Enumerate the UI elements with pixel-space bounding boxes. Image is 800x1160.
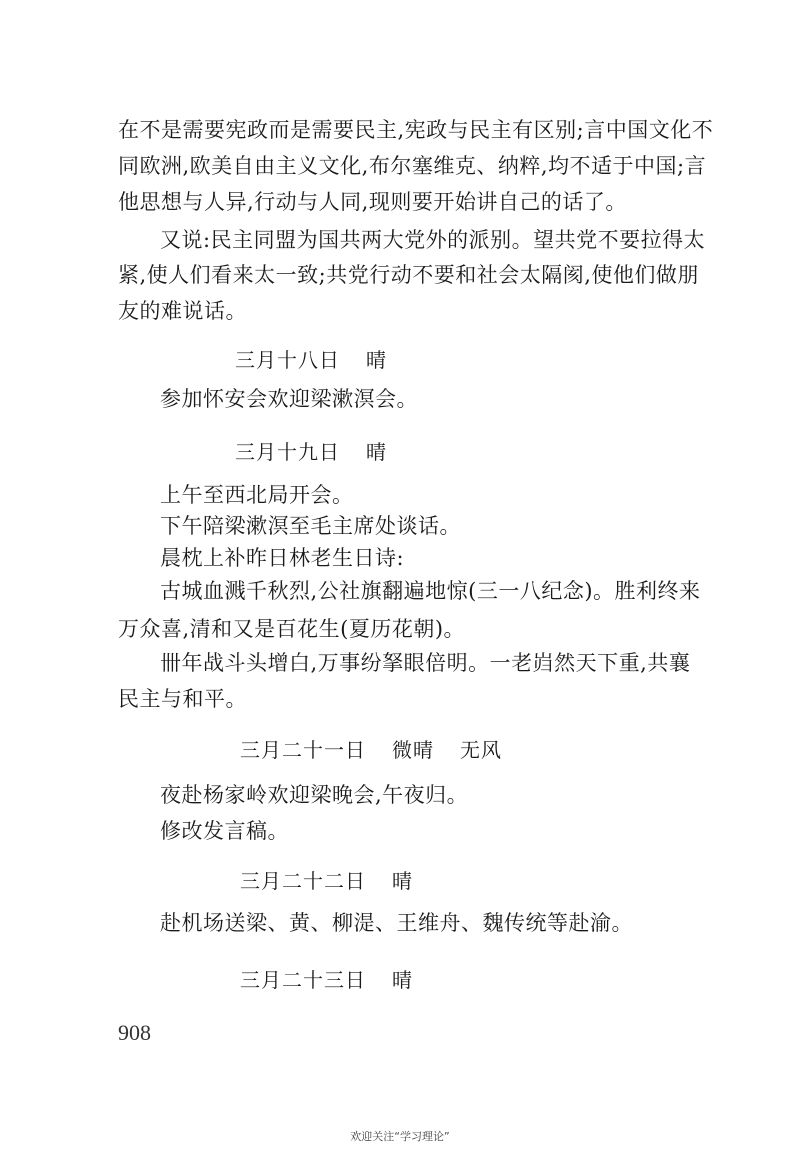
- entry-weather: 晴: [392, 968, 413, 992]
- entry-date: 三月二十一日: [240, 738, 366, 762]
- text-line: 在不是需要宪政而是需要民主,宪政与民主有区别;言中国文化不: [118, 118, 714, 142]
- text-line: 修改发言稿。: [160, 819, 289, 843]
- text-line: 夜赴杨家岭欢迎梁晚会,午夜归。: [160, 783, 469, 807]
- entry-weather-extra: 无风: [460, 738, 502, 762]
- entry-weather: 晴: [366, 440, 387, 464]
- text-line: 民主与和平。: [118, 687, 247, 711]
- footer-note: 欢迎关注“学习理论”: [350, 1130, 450, 1143]
- entry-heading: [240, 965, 413, 995]
- text-line: 友的难说话。: [118, 299, 247, 323]
- text-line: 同欧洲,欧美自由主义文化,布尔塞维克、纳粹,均不适于中国;言: [118, 154, 707, 178]
- text-line: 上午至西北局开会。: [160, 483, 354, 507]
- page-number: 908: [118, 1020, 151, 1045]
- text-line: 卌年战斗头增白,万事纷拏眼倍明。一老岿然天下重,共襄: [160, 651, 691, 675]
- entry-weather: 晴: [366, 348, 387, 372]
- text-line: 万众喜,清和又是百花生(夏历花朝)。: [118, 617, 466, 641]
- entry-heading: [240, 866, 413, 896]
- text-line: 晨枕上补昨日林老生日诗:: [160, 546, 405, 570]
- entry-heading: [235, 437, 387, 467]
- text-line: 紧,使人们看来太一致;共党行动不要和社会太隔阂,使他们做朋: [118, 263, 699, 287]
- entry-date: 三月二十二日: [240, 869, 366, 893]
- entry-heading: [240, 735, 502, 765]
- entry-date: 三月十九日: [235, 440, 340, 464]
- text-line: 赴机场送梁、黄、柳湜、王维舟、魏传统等赴渝。: [160, 911, 633, 935]
- entry-heading: [235, 345, 387, 375]
- text-line: 下午陪梁漱溟至毛主席处谈话。: [160, 514, 461, 538]
- entry-weather: 晴: [392, 869, 413, 893]
- text-line: 参加怀安会欢迎梁漱溟会。: [160, 387, 418, 411]
- entry-date: 三月十八日: [235, 348, 340, 372]
- text-line: 又说:民主同盟为国共两大党外的派别。望共党不要拉得太: [160, 228, 706, 252]
- text-line: 古城血溅千秋烈,公社旗翻遍地惊(三一八纪念)。胜利终来: [160, 579, 701, 603]
- entry-date: 三月二十三日: [240, 968, 366, 992]
- text-line: 他思想与人异,行动与人同,现则要开始讲自己的话了。: [118, 190, 627, 214]
- entry-weather: 微晴: [392, 738, 434, 762]
